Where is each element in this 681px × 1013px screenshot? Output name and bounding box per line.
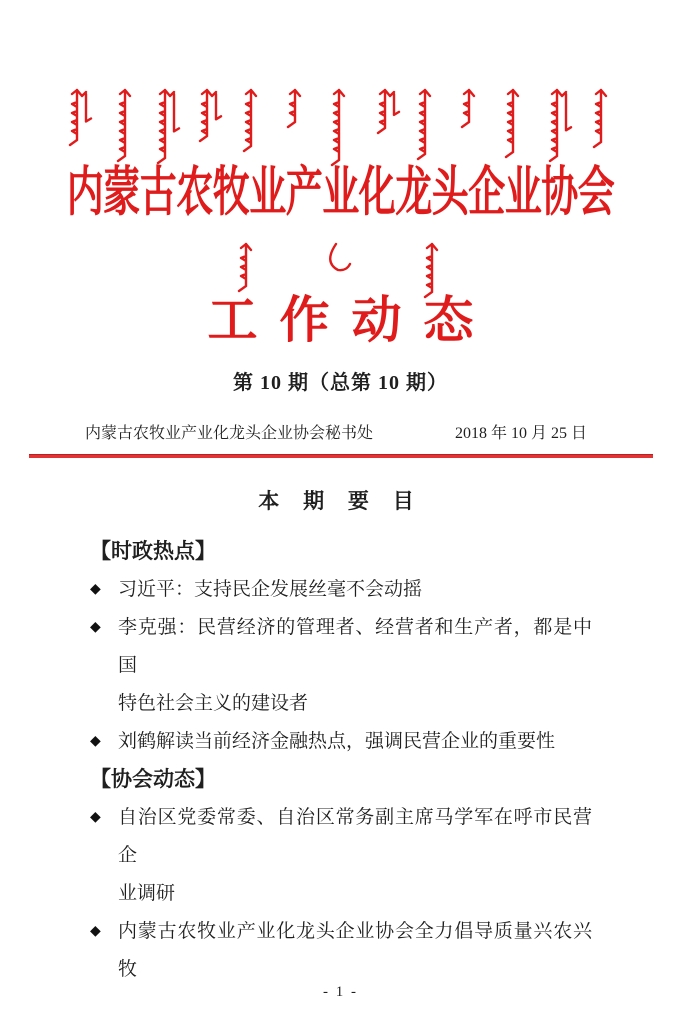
publisher-name: 内蒙古农牧业产业化龙头企业协会秘书处: [85, 425, 374, 443]
page-number: - 1 -: [323, 984, 358, 1000]
toc-item-line: 内蒙古农牧业产业化龙头企业协会全力倡导质量兴农兴: [118, 921, 592, 943]
diamond-bullet-icon: ◆: [90, 582, 101, 598]
publisher-row: [85, 422, 587, 446]
diamond-bullet-icon: ◆: [90, 924, 101, 940]
bulletin-title: 工作动态: [207, 292, 496, 349]
document-page: [0, 88, 681, 1013]
mongolian-script-banner-subtitle: [236, 242, 446, 294]
masthead-divider-rule: [29, 454, 653, 458]
toc-section-label-politics: 【时政热点】: [90, 540, 216, 564]
toc-item-line: 李克强：民营经济的管理者、经营者和生产者，都是中国: [118, 617, 592, 677]
table-of-contents: [90, 533, 592, 989]
toc-item: [90, 609, 592, 723]
toc-item-line: 习近平：支持民企发展丝毫不会动摇: [118, 579, 423, 601]
diamond-bullet-icon: ◆: [90, 620, 101, 636]
toc-item: [90, 571, 592, 609]
diamond-bullet-icon: ◆: [90, 810, 101, 826]
toc-item: [90, 799, 592, 913]
toc-item-line: 刘鹤解读当前经济金融热点，强调民营企业的重要性: [118, 731, 556, 753]
toc-item-line: 牧: [118, 959, 138, 981]
toc-section-label-association: 【协会动态】: [90, 768, 216, 792]
issue-number-line: 第 10 期（总第 10 期）: [233, 372, 448, 395]
toc-item: [90, 723, 592, 761]
toc-item: [90, 913, 592, 989]
publish-date: 2018 年 10 月 25 日: [454, 425, 587, 443]
toc-heading: 本 期 要 目: [258, 490, 423, 514]
association-name-title: 内蒙古农牧业产业化龙头企业协会: [66, 163, 615, 223]
toc-item-line: 特色社会主义的建设者: [118, 693, 309, 715]
mongolian-script-banner-top: [67, 88, 615, 160]
toc-item-line: 自治区党委常委、自治区常务副主席马学军在呼市民营企: [118, 807, 592, 867]
diamond-bullet-icon: ◆: [90, 734, 101, 750]
toc-item-line: 业调研: [118, 883, 176, 905]
